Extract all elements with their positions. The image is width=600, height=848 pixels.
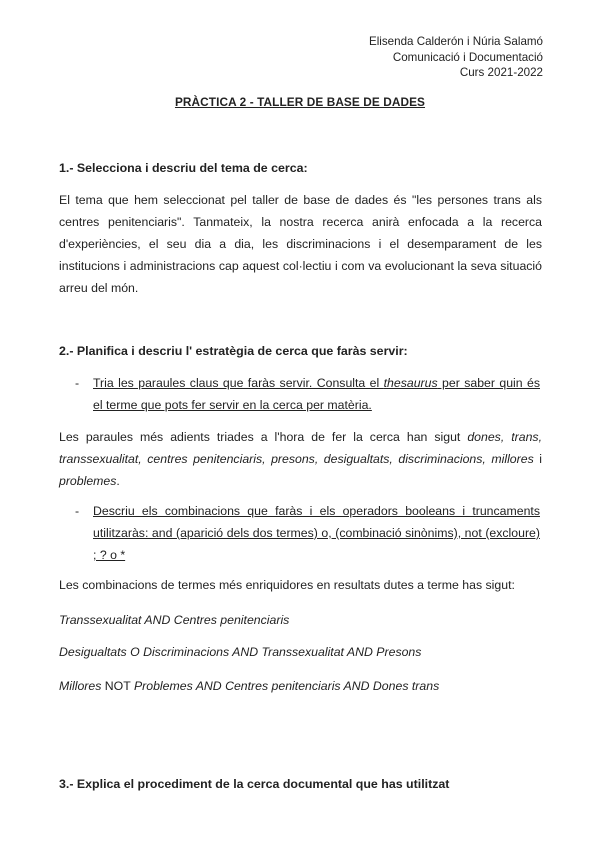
section2-heading: 2.- Planifica i descriu l' estratègia de cerca que faràs servir:: [59, 344, 408, 358]
bullet-operators-text: Descriu els combinacions que faràs i els operadors booleans i truncaments utilitzaràs: and (aparició dels dos termes) o, (combinació sinònims), not (excloure) ; ? o *: [93, 504, 540, 562]
bullet-keywords-text: Tria les paraules claus que faràs servir. Consulta el thesaurus per saber quin és el terme que pots fer servir en la cerca per matèria.: [93, 376, 540, 412]
bullet-keywords: [75, 372, 540, 416]
keywords-paragraph: Les paraules més adients triades a l'hora de fer la cerca han sigut dones, trans, transsexualitat, centres penitenciaris, presons, desigualtats, discriminacions, millores i problemes.: [59, 430, 542, 488]
combo-line-3: Millores NOT Problemes AND Centres penitenciaris AND Dones trans: [59, 679, 440, 693]
author-header: [369, 34, 543, 81]
header-subject: Comunicació i Documentació: [392, 50, 543, 64]
header-authors: Elisenda Calderón i Núria Salamó: [369, 35, 543, 48]
combo-line-1: Transsexualitat AND Centres penitenciaris: [59, 613, 290, 627]
combos-intro: Les combinacions de termes més enriquidores en resultats dutes a terme has sigut:: [59, 578, 515, 592]
bullet-dash: -: [75, 376, 80, 390]
bullet-dash: -: [75, 504, 80, 518]
section1-paragraph: El tema que hem seleccionat pel taller de base de dades és "les persones trans als centres penitenciaris". Tanmateix, la nostra recerca anirà enfocada a la recerca d'experiències, el seu dia a dia, les discriminacions i el desemparament de les institucions i administracions cap aquest col·lectiu i com va evolucionant la seva situació arreu del món.: [59, 193, 542, 295]
header-course: Curs 2021-2022: [459, 66, 543, 79]
combo-line-2: Desigualtats O Discriminacions AND Transsexualitat AND Presons: [59, 645, 422, 659]
section3-heading: 3.- Explica el procediment de la cerca documental que has utilitzat: [59, 777, 450, 791]
section1-heading: 1.- Selecciona i descriu del tema de cerca:: [59, 161, 308, 175]
document-title: PRÀCTICA 2 - TALLER DE BASE DE DADES: [174, 95, 426, 109]
bullet-operators: [75, 500, 540, 566]
